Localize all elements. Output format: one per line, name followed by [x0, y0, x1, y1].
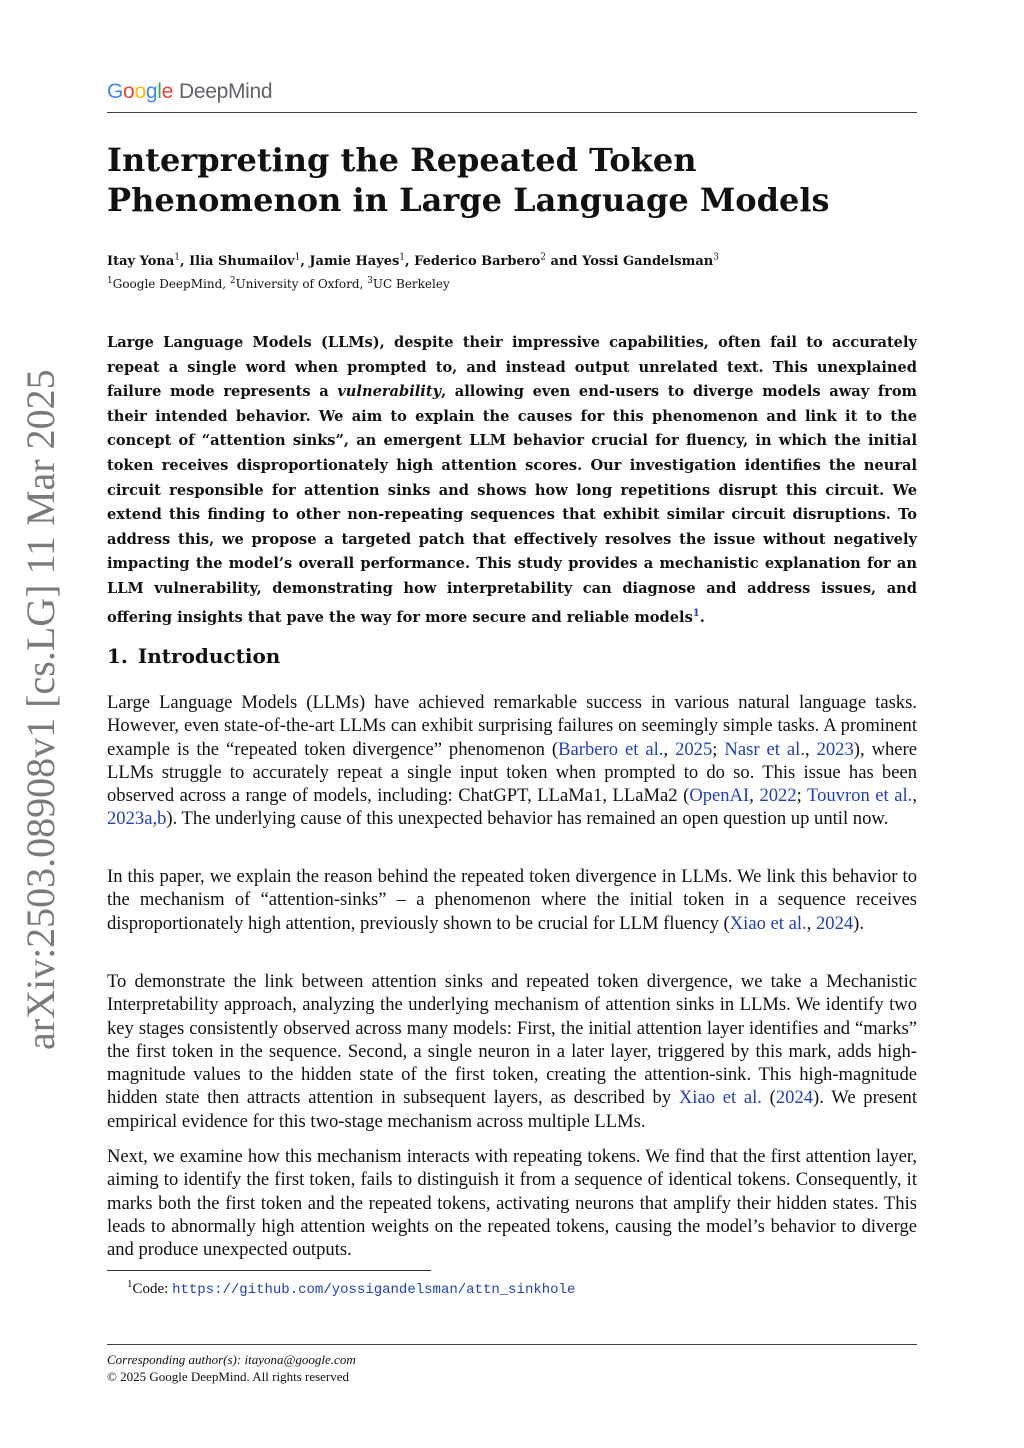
citation-link[interactable]: Xiao et al. — [678, 1087, 762, 1109]
intro-paragraph-1: Large Language Models (LLMs) have achieved remarkable success in various natural language tasks. However, even state-of-the-art LLMs can exhibit surprising failures on seemingly simple tasks. A prominent example is the “repeated token divergence” phenomenon (Barbero et al., 2025; Nasr et al., 2023), where LLMs struggle to accurately repeat a single input token when prompted to do so. This issue has been observed across a range of models, including: ChatGPT, LLaMa1, LLaMa2 (OpenAI, 2022; Touvron et al., 2023a,b). The underlying cause of this unexpected behavior has remained an open question up until now. — [107, 692, 917, 830]
paper-title: Interpreting the Repeated Token Phenomenon in Large Language Models — [107, 141, 830, 219]
citation-link[interactable]: 2022 — [759, 785, 797, 807]
author-list — [107, 248, 917, 272]
citation-link[interactable]: Barbero et al. — [558, 738, 664, 760]
author: Federico Barbero$^2$ and — [414, 253, 583, 270]
citation-link[interactable]: Touvron et al. — [807, 785, 913, 807]
citation-link[interactable]: Xiao et al. — [729, 912, 807, 934]
citation-link[interactable]: 2023 — [816, 738, 854, 760]
footer-divider — [107, 1344, 917, 1345]
citation-link[interactable]: 2025 — [675, 738, 713, 760]
citation-link[interactable]: 2023a,b — [107, 808, 167, 830]
affiliation: $^2$University of Oxford, — [229, 276, 368, 291]
section-heading-introduction: 1. Introduction — [107, 644, 281, 668]
author: Yossi Gandelsman$^3$ — [582, 253, 719, 270]
footnote-ref-link[interactable]: 1 — [692, 607, 700, 619]
footnote: $^1$Code: https://github.com/yossigandelsman/attn_sinkhole — [127, 1278, 576, 1298]
affiliation: $^1$Google DeepMind, — [107, 276, 230, 291]
intro-paragraph-2: In this paper, we explain the reason behind the repeated token divergence in LLMs. We link this behavior to the mechanism of “attention-sinks” – a phenomenon where the initial token in a sequence receives disproportionately high attention, previously shown to be crucial for LLM fluency (Xiao et al., 2024). — [107, 866, 917, 934]
citation-link[interactable]: Nasr et al. — [724, 738, 805, 760]
author: Ilia Shumailov$^1$, — [189, 253, 310, 270]
intro-paragraph-3: To demonstrate the link between attention sinks and repeated token divergence, we take a Mechanistic Interpretability approach, analyzing the underlying mechanism of attention sinks in LLMs. We identify two key stages consistently observed across many models: First, the initial attention layer identifies and “marks” the first token in the sequence. Second, a single neuron in a later layer, triggered by this mark, adds high-magnitude values to the hidden state of the first token, creating the attention-sink. This high-magnitude hidden state then attracts attention in subsequent layers, as described by Xiao et al. (2024). We present empirical evidence for this two-stage mechanism across multiple LLMs. — [107, 971, 918, 1132]
citation-link[interactable]: 2024 — [815, 912, 854, 934]
affiliation-list — [107, 272, 450, 293]
arxiv-identifier-stamp: arXiv:2503.08908v1 [cs.LG] 11 Mar 2025 — [18, 369, 63, 1050]
abstract: Large Language Models (LLMs), despite their impressive capabilities, often fail to accurately repeat a single word when prompted to, and instead output unrelated text. This unexplained failure mode represents a vulnerability, allowing even end-users to diverge models away from their intended behavior. We aim to explain the causes for this phenomenon and link it to the concept of “attention sinks”, an emergent LLM behavior crucial for fluency, in which the initial token receives disproportionately high attention scores. Our investigation identifies the neural circuit responsible for attention sinks and shows how long repetitions disrupt this circuit. We extend this finding to other non-repeating sequences that exhibit similar circuit disruptions. To address this, we propose a targeted patch that effectively resolves the issue without negatively impacting the model’s overall performance. This study provides a mechanistic explanation for an LLM vulnerability, demonstrating how interpretability can diagnose and address issues, and offering insights that pave the way for more secure and reliable models$^1$. — [107, 334, 917, 626]
google-deepmind-logo: G o o g l e DeepMind — [107, 80, 273, 103]
footnote-divider — [107, 1270, 431, 1271]
intro-paragraph-4: Next, we examine how this mechanism interacts with repeating tokens. We find that the first attention layer, aiming to identify the first token, fails to distinguish it from a sequence of identical tokens. Consequently, it marks both the first token and the repeated tokens, activating neurons that amplify their hidden states. This leads to abnormally high attention weights on the repeated tokens, causing the model’s behavior to diverge and produce unexpected outputs. — [107, 1146, 917, 1261]
citation-link[interactable]: OpenAI — [689, 785, 750, 807]
code-url-link[interactable]: https://github.com/yossigandelsman/attn_sinkhole — [172, 1282, 576, 1298]
author: Itay Yona$^1$, — [107, 253, 190, 270]
copyright-notice: © 2025 Google DeepMind. All rights reserved — [107, 1369, 350, 1384]
header-divider — [107, 112, 917, 113]
corresponding-author: Corresponding author(s): itayona@google.com — [107, 1352, 356, 1367]
citation-link[interactable]: 2024 — [775, 1087, 814, 1109]
author: Jamie Hayes$^1$, — [309, 253, 415, 270]
affiliation: $^3$UC Berkeley — [367, 276, 450, 291]
